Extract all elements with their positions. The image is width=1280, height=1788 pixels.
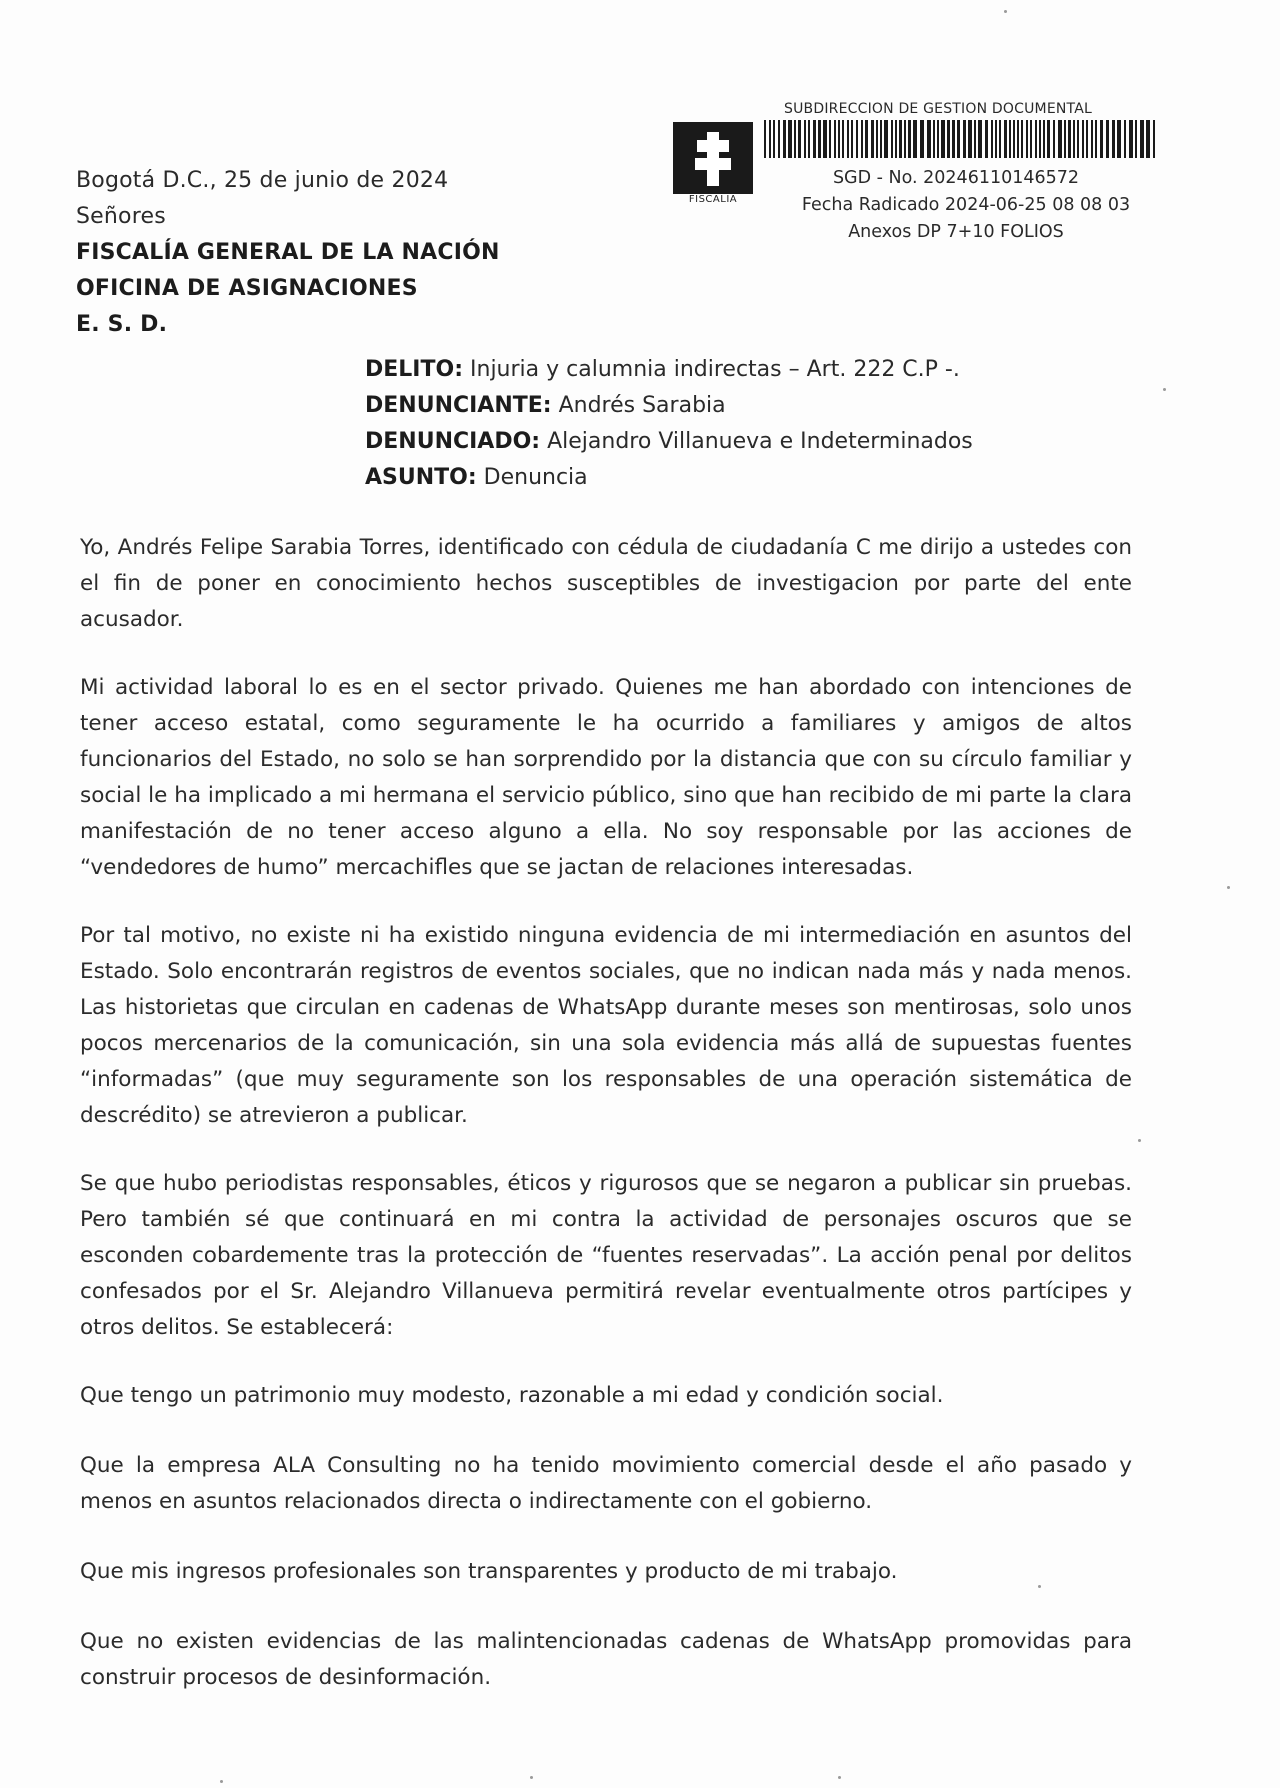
scan-speck — [1038, 1585, 1041, 1588]
barcode-bar — [920, 120, 924, 158]
subject-asunto — [365, 460, 1165, 496]
scan-speck — [1004, 10, 1007, 13]
barcode-bar — [834, 120, 836, 158]
barcode-bar — [957, 120, 960, 158]
barcode-bar — [842, 120, 844, 158]
barcode-bar — [880, 120, 882, 158]
barcode-bar — [876, 120, 878, 158]
barcode-bar — [985, 120, 988, 158]
barcode-bar — [861, 120, 863, 158]
scan-speck — [1138, 1139, 1141, 1142]
barcode-bar — [1068, 120, 1071, 158]
letter-header — [76, 163, 636, 343]
barcode-bar — [904, 120, 906, 158]
barcode-bar — [1095, 120, 1097, 158]
barcode-bar — [1017, 120, 1019, 158]
barcode-bar — [778, 120, 780, 158]
stamp-department: SUBDIRECCION DE GESTION DOCUMENTAL — [784, 101, 1092, 117]
barcode-bar — [856, 120, 858, 158]
barcode-bar — [798, 120, 801, 158]
barcode-bar — [865, 120, 868, 158]
paragraph-1: Yo, Andrés Felipe Sarabia Torres, identificado con cédula de ciudadanía C me dirijo a ustedes con el fin de poner en conocimiento hechos susceptibles de investigacion por parte del ente acusador. — [80, 535, 1132, 632]
barcode-bar — [1124, 120, 1126, 158]
barcode-bar — [773, 120, 775, 158]
scan-speck — [220, 1780, 223, 1783]
asunto-value: Denuncia — [476, 465, 588, 490]
barcode-bar — [1106, 120, 1109, 158]
denunciado-value: Alejandro Villanueva e Indeterminados — [540, 429, 973, 454]
barcode-bar — [995, 120, 997, 158]
barcode-bar — [1091, 120, 1093, 158]
barcode-bar — [974, 120, 976, 158]
subject-denunciado — [365, 424, 1165, 460]
fiscalia-emblem-icon — [673, 122, 753, 194]
barcode-bar — [1112, 120, 1115, 158]
paragraph-2: Mi actividad laboral lo es en el sector privado. Quienes me han abordado con intenciones de tener acceso estatal, como seguramente le ha ocurrido a familiares y amigos de altos funcionarios del Estado, no solo se han sorprendido por la distancia que con su círculo familiar y social le ha implicado a mi hermana el servicio público, sino que han recibido de mi parte la clara manifestación de no tener acceso alguno a ella. No soy responsable por las acciones de “vendedores de humo” mercachifles que se jactan de relaciones interesadas. — [80, 675, 1132, 880]
filing-stamp — [666, 98, 1166, 258]
stamp-fecha-radicado: Fecha Radicado 2024-06-25 08 08 03 — [801, 195, 1131, 215]
barcode-bar — [1086, 120, 1088, 158]
barcode-bar — [884, 120, 888, 158]
scan-speck — [530, 1776, 533, 1779]
barcode-bar — [1058, 120, 1062, 158]
barcode-bar — [891, 120, 893, 158]
barcode-bar — [999, 120, 1001, 158]
barcode-bar — [937, 120, 939, 158]
barcode-bar — [913, 120, 917, 158]
scan-speck — [1227, 886, 1230, 889]
barcode-bar — [823, 120, 827, 158]
recipient-office: OFICINA DE ASIGNACIONES — [76, 276, 418, 301]
denunciado-label: DENUNCIADO: — [365, 429, 541, 454]
denunciante-label: DENUNCIANTE: — [365, 393, 552, 418]
barcode-bar — [1100, 120, 1103, 158]
paragraph-5: Que tengo un patrimonio muy modesto, razonable a mi edad y condición social. — [80, 1383, 944, 1408]
scan-speck — [838, 1776, 841, 1779]
stamp-anexos: Anexos DP 7+10 FOLIOS — [848, 222, 1064, 242]
barcode-bar — [895, 120, 897, 158]
asunto-label: ASUNTO: — [365, 465, 477, 490]
barcode-bar — [908, 120, 911, 158]
barcode-bar — [769, 120, 771, 158]
barcode-bar — [838, 120, 840, 158]
barcode-bar — [829, 120, 831, 158]
denunciante-value: Andrés Sarabia — [551, 393, 726, 418]
barcode-bar — [1153, 120, 1155, 158]
barcode-bar — [1064, 120, 1066, 158]
esd-line: E. S. D. — [76, 312, 168, 337]
barcode-bar — [1026, 120, 1028, 158]
logo-label: FISCALIA — [688, 194, 738, 205]
barcode-bar — [978, 120, 982, 158]
barcode-bar — [968, 120, 972, 158]
barcode-bar — [818, 120, 821, 158]
paragraph-7: Que mis ingresos profesionales son transparentes y producto de mi trabajo. — [80, 1559, 898, 1584]
barcode-bar — [899, 120, 902, 158]
paragraph-6: Que la empresa ALA Consulting no ha tenido movimiento comercial desde el año pasado y menos en asuntos relacionados directa o indirectamente con el gobierno. — [80, 1453, 1132, 1514]
barcode-bar — [813, 120, 816, 158]
barcode-bar — [1047, 120, 1050, 158]
barcode-bar — [1009, 120, 1011, 158]
paragraph-8: Que no existen evidencias de las malintencionadas cadenas de WhatsApp promovidas para construir procesos de desinformación. — [80, 1629, 1132, 1690]
scan-speck — [1163, 388, 1166, 391]
barcode-bar — [941, 120, 945, 158]
barcode-bar — [851, 120, 853, 158]
barcode-bar — [963, 120, 966, 158]
stamp-sgd-number: SGD - No. 20246110146572 — [832, 168, 1080, 188]
barcode-icon — [762, 120, 1160, 158]
barcode-bar — [804, 120, 806, 158]
barcode-bar — [1013, 120, 1015, 158]
barcode-bar — [808, 120, 810, 158]
barcode-bar — [1039, 120, 1041, 158]
barcode-bar — [1140, 120, 1144, 158]
barcode-bar — [871, 120, 874, 158]
delito-value: Injuria y calumnia indirectas – Art. 222 C.P -. — [463, 357, 960, 382]
paragraph-3: Por tal motivo, no existe ni ha existido ninguna evidencia de mi intermediación en asuntos del Estado. Solo encontrarán registros de eventos sociales, que no indican nada más y nada menos. Las historietas que circulan en cadenas de WhatsApp durante meses son mentirosas, solo unos pocos mercenarios de la comunicación, sin una sola evidencia más allá de supuestas fuentes “informadas” (que muy seguramente son los responsables de una operación sistemática de descrédito) se atrevieron a publicar. — [80, 923, 1132, 1128]
barcode-bar — [991, 120, 993, 158]
date-line: Bogotá D.C., 25 de junio de 2024 — [76, 168, 449, 193]
barcode-bar — [1129, 120, 1133, 158]
salutation: Señores — [76, 204, 166, 229]
delito-label: DELITO: — [365, 357, 464, 382]
barcode-bar — [1004, 120, 1007, 158]
barcode-bar — [947, 120, 950, 158]
paragraph-4: Se que hubo periodistas responsables, éticos y rigurosos que se negaron a publicar sin pruebas. Pero también sé que continuará en mi contra la actividad de personajes oscuros que se esconden cobardemente tras la protección de “fuentes reservadas”. La acción penal por delitos confesados por el Sr. Alejandro Villanueva permitirá revelar eventualmente otros partícipes y otros delitos. Se establecerá: — [80, 1171, 1132, 1340]
subject-block — [365, 352, 1165, 496]
barcode-bar — [847, 120, 849, 158]
barcode-bar — [1117, 120, 1121, 158]
recipient-organization: FISCALÍA GENERAL DE LA NACIÓN — [76, 240, 500, 265]
subject-denunciante — [365, 388, 1165, 424]
barcode-bar — [927, 120, 931, 158]
barcode-bar — [764, 120, 766, 158]
barcode-bar — [1030, 120, 1032, 158]
barcode-bar — [933, 120, 935, 158]
barcode-bar — [794, 120, 796, 158]
barcode-bar — [1135, 120, 1137, 158]
subject-delito — [365, 352, 1165, 388]
barcode-bar — [1043, 120, 1045, 158]
barcode-bar — [1021, 120, 1023, 158]
barcode-bar — [1082, 120, 1084, 158]
barcode-bar — [952, 120, 955, 158]
barcode-bar — [1077, 120, 1079, 158]
fiscalia-logo — [673, 122, 753, 206]
barcode-bar — [788, 120, 792, 158]
barcode-bar — [1073, 120, 1075, 158]
barcode-bar — [1053, 120, 1055, 158]
barcode-bar — [1035, 120, 1037, 158]
barcode-bar — [783, 120, 786, 158]
barcode-bar — [1146, 120, 1150, 158]
letter-body — [80, 530, 1132, 1730]
